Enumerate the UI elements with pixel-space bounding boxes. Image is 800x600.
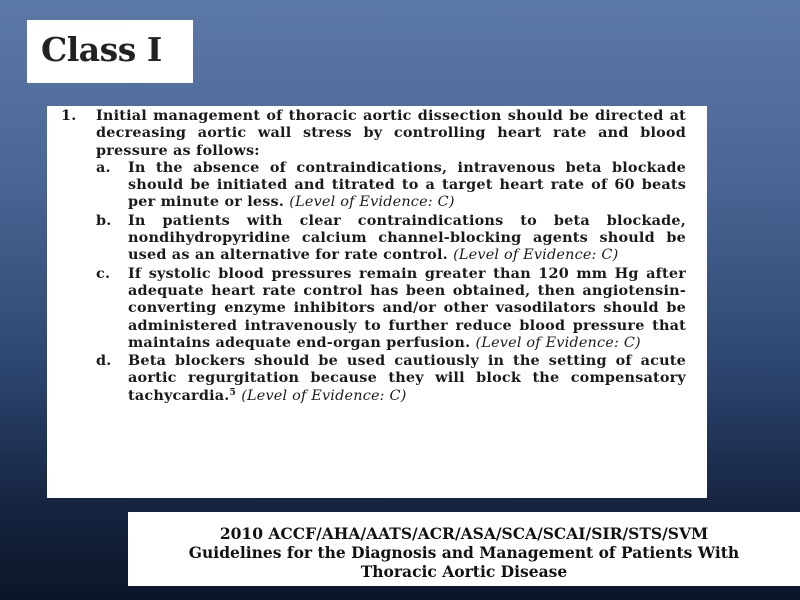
item-letter: b. bbox=[96, 211, 112, 229]
item-content bbox=[128, 352, 686, 405]
source-line-1: 2010 ACCF/AHA/AATS/ACR/ASA/SCA/SCAI/SIR/STS/SVM bbox=[219, 524, 709, 543]
slide-title-box bbox=[27, 20, 193, 83]
item-content bbox=[128, 159, 686, 212]
source-line-3: Thoracic Aortic Disease bbox=[360, 562, 568, 581]
item-text: In patients with clear contraindications to beta blockade, nondihydropyridine calcium channel-blocking agents should be used as an alternative for rate control. bbox=[128, 211, 686, 264]
level-of-evidence: (Level of Evidence: C) bbox=[453, 247, 619, 264]
recommendation-panel bbox=[47, 106, 707, 498]
recommendation-item-b bbox=[96, 212, 686, 265]
item-text: If systolic blood pressures remain greater than 120 mm Hg after adequate heart rate control has been obtained, then angiotensin-converting enzyme inhibitors and/or other vasodilators should be administered intravenously to further reduce blood pressure that maintains adequate end-organ perfusion. bbox=[128, 264, 686, 351]
recommendation-number: 1. bbox=[61, 107, 77, 124]
source-line-2: Guidelines for the Diagnosis and Management of Patients With bbox=[188, 543, 740, 562]
recommendation-item-d bbox=[96, 352, 686, 405]
item-text: In the absence of contraindications, intravenous beta blockade should be initiated and titrated to a target heart rate of 60 beats per minute or less. bbox=[128, 158, 686, 211]
item-text: Beta blockers should be used cautiously in the setting of acute aortic regurgitation because they will block the compensatory tachycardia. bbox=[128, 352, 686, 404]
recommendation-item-c bbox=[96, 265, 686, 352]
item-letter: d. bbox=[96, 352, 112, 370]
source-citation-box bbox=[128, 512, 800, 586]
item-letter: a. bbox=[96, 158, 111, 176]
recommendation-text: Initial management of thoracic aortic dissection should be directed at decreasing aortic wall stress by controlling heart rate and blood pressure as follows: bbox=[96, 107, 686, 159]
level-of-evidence: (Level of Evidence: C) bbox=[241, 387, 407, 404]
reference-superscript: 5 bbox=[229, 387, 236, 398]
level-of-evidence: (Level of Evidence: C) bbox=[289, 194, 455, 211]
source-citation bbox=[128, 524, 800, 581]
main-recommendation bbox=[61, 107, 686, 159]
recommendation-item-a bbox=[96, 159, 686, 212]
item-content bbox=[128, 212, 686, 265]
slide-title: Class I bbox=[41, 30, 162, 69]
item-letter: c. bbox=[96, 264, 111, 282]
recommendation-body bbox=[61, 107, 686, 405]
item-content bbox=[128, 265, 686, 352]
level-of-evidence: (Level of Evidence: C) bbox=[475, 334, 641, 351]
